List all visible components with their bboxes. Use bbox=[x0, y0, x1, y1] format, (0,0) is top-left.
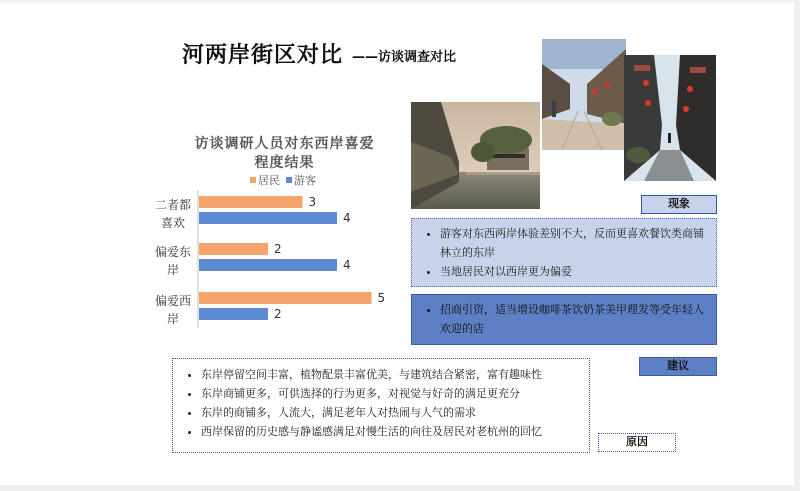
bar-value-label: 3 bbox=[308, 195, 317, 209]
category-label-line: 偏爱西 bbox=[154, 294, 191, 308]
legend-label-tourists: 游客 bbox=[294, 174, 316, 187]
phenomenon-item: • 游客对东西两岸体验差别不大，反而更喜欢餐饮类商铺林立的东岸 bbox=[440, 224, 710, 262]
slide-right-edge bbox=[794, 0, 800, 491]
chart-title-line: 访谈调研人员对东西岸喜爱 bbox=[194, 136, 375, 152]
bar-value-label: 2 bbox=[274, 242, 282, 256]
bar-value-label: 5 bbox=[377, 291, 386, 305]
category-label-line: 岸 bbox=[166, 263, 179, 277]
chart-title bbox=[182, 135, 387, 173]
reason-item: • 西岸保留的历史感与静谧感满足对慢生活的向往及居民对老杭州的回忆 bbox=[201, 422, 585, 441]
bar-residents-0 bbox=[199, 196, 303, 208]
phenomenon-item: • 当地居民对以西岸更为偏爱 bbox=[440, 262, 710, 281]
legend-swatch-residents bbox=[250, 177, 256, 183]
reason-item: • 东岸的商铺多，人流大，满足老年人对热闹与人气的需求 bbox=[201, 403, 585, 422]
bar-residents-2 bbox=[199, 292, 372, 304]
reason-tag: 原因 bbox=[598, 433, 676, 452]
slide-bottom-edge bbox=[0, 485, 800, 491]
reason-item: • 东岸商铺更多，可供选择的行为更多，对视觉与好奇的满足更充分 bbox=[201, 384, 585, 403]
suggestion-tag: 建议 bbox=[639, 357, 717, 376]
legend-label-residents: 居民 bbox=[258, 174, 280, 187]
slide-subtitle: ——访谈调查对比 bbox=[352, 50, 457, 65]
category-label-line: 偏爱东 bbox=[154, 245, 191, 259]
suggestion-box bbox=[411, 294, 717, 345]
slide-top-edge bbox=[0, 0, 800, 3]
canal-photo bbox=[411, 102, 540, 209]
category-label-line: 二者都 bbox=[154, 198, 191, 212]
alley-lanterns-photo bbox=[624, 55, 716, 181]
bar-tourists-1 bbox=[199, 259, 337, 271]
bar-tourists-2 bbox=[199, 308, 268, 320]
bar-value-label: 4 bbox=[343, 258, 351, 272]
bar-tourists-0 bbox=[199, 212, 337, 224]
suggestion-item: • 招商引资，适当增设咖啡茶饮奶茶美甲理发等受年轻人欢迎的店 bbox=[440, 300, 710, 338]
reason-box bbox=[172, 358, 590, 453]
reason-item: • 东岸停留空间丰富，植物配景丰富优美，与建筑结合紧密，富有趣味性 bbox=[201, 365, 585, 384]
chart-title-line: 程度结果 bbox=[254, 155, 315, 171]
legend-swatch-tourists bbox=[286, 177, 292, 183]
phenomenon-tag: 现象 bbox=[641, 195, 717, 214]
slide-title: 河两岸街区对比 bbox=[182, 43, 344, 68]
category-label-line: 岸 bbox=[166, 312, 179, 326]
bar-value-label: 4 bbox=[343, 211, 351, 225]
street-shops-photo bbox=[542, 39, 626, 150]
phenomenon-box bbox=[411, 218, 717, 287]
bar-residents-1 bbox=[199, 243, 268, 255]
category-label-line: 喜欢 bbox=[160, 216, 185, 230]
bar-chart bbox=[140, 186, 400, 336]
bar-value-label: 2 bbox=[274, 307, 282, 321]
